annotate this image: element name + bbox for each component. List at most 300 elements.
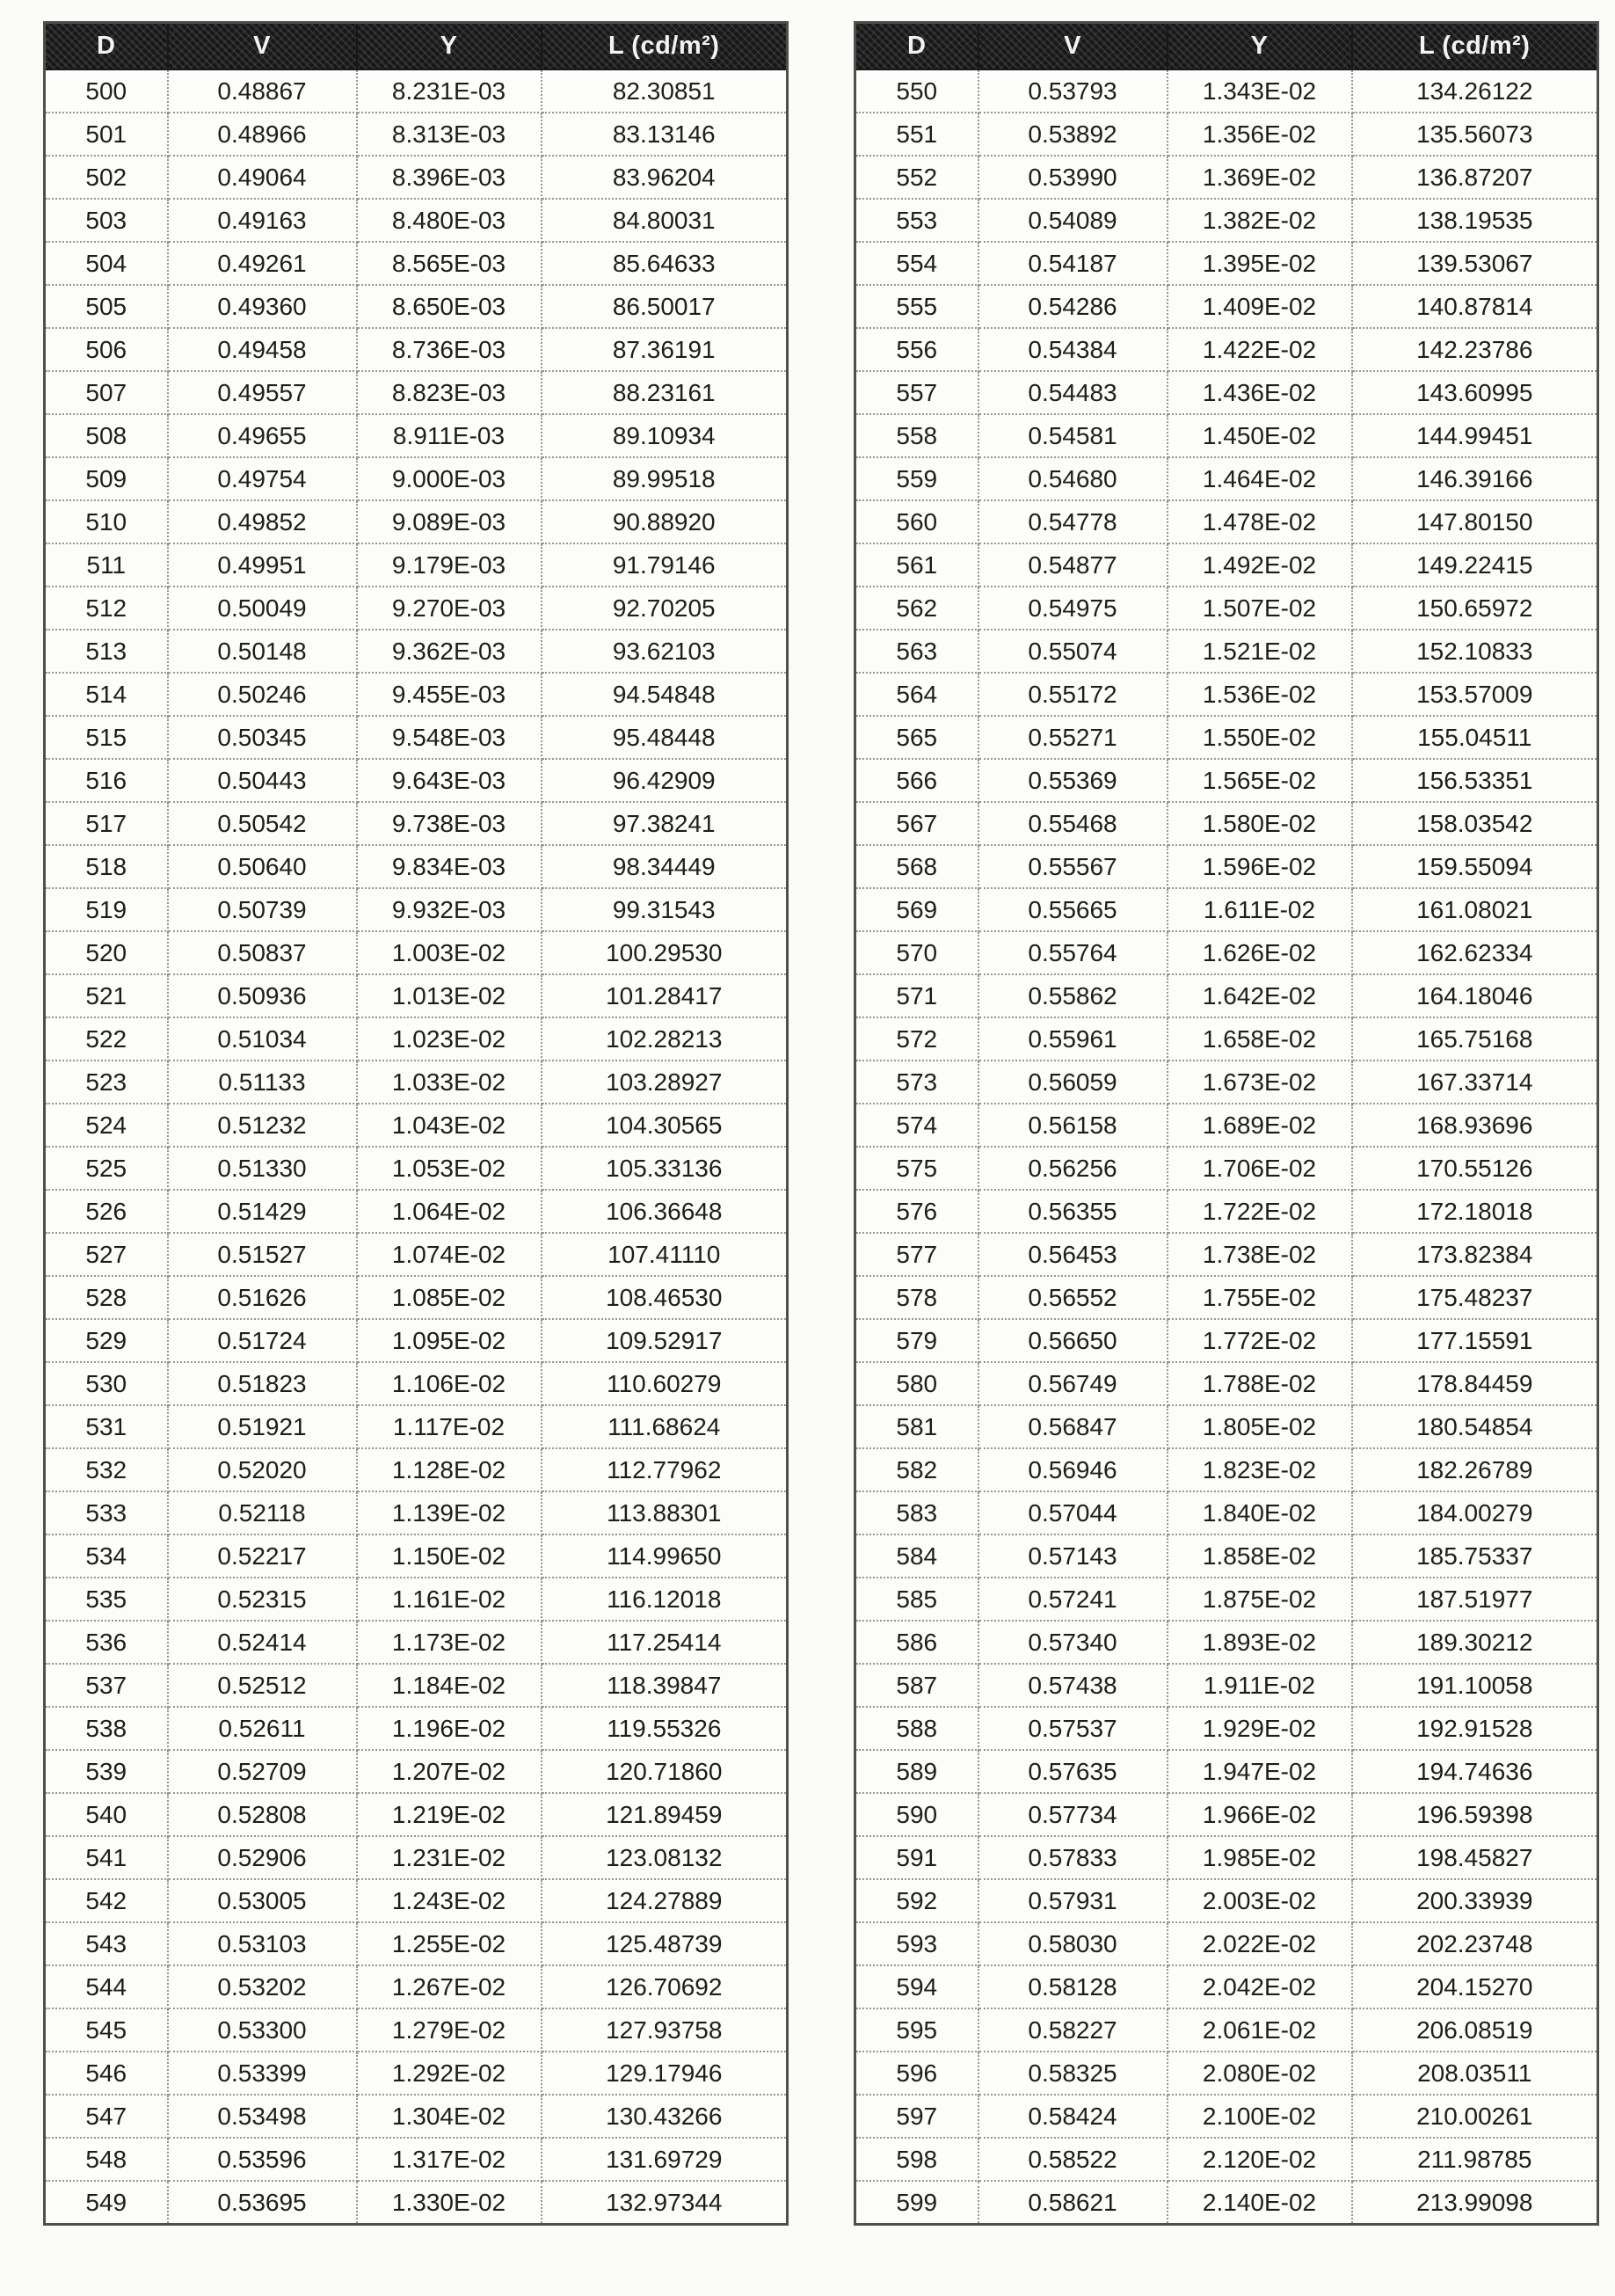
table-row	[45, 1664, 788, 1707]
table-cell: 1.840E-02	[1168, 1491, 1352, 1534]
table-row	[855, 199, 1598, 242]
table-row	[855, 845, 1598, 888]
table-cell: 0.49951	[168, 543, 357, 587]
table-row	[855, 2052, 1598, 2095]
table-row	[855, 1621, 1598, 1664]
table-cell: 0.56355	[978, 1190, 1168, 1233]
table-cell: 86.50017	[542, 285, 788, 328]
table-cell: 527	[45, 1233, 168, 1276]
table-cell: 508	[45, 414, 168, 457]
table-row	[45, 2181, 788, 2225]
table-row	[45, 1319, 788, 1362]
table-cell: 1.304E-02	[357, 2095, 542, 2138]
table-cell: 9.089E-03	[357, 500, 542, 543]
table-cell: 1.064E-02	[357, 1190, 542, 1233]
table-cell: 106.36648	[542, 1190, 788, 1233]
table-cell: 577	[855, 1233, 978, 1276]
table-cell: 562	[855, 587, 978, 630]
table-row	[855, 1578, 1598, 1621]
table-cell: 0.57340	[978, 1621, 1168, 1664]
table-cell: 97.38241	[542, 802, 788, 845]
table-row	[45, 1276, 788, 1319]
table-cell: 0.55172	[978, 673, 1168, 716]
table-row	[45, 457, 788, 500]
table-cell: 118.39847	[542, 1664, 788, 1707]
table-row	[855, 2008, 1598, 2052]
table-cell: 0.58325	[978, 2052, 1168, 2095]
table-cell: 510	[45, 500, 168, 543]
table-cell: 533	[45, 1491, 168, 1534]
table-cell: 1.536E-02	[1168, 673, 1352, 716]
table-cell: 500	[45, 69, 168, 113]
table-row	[855, 1405, 1598, 1448]
table-cell: 2.061E-02	[1168, 2008, 1352, 2052]
table-cell: 1.788E-02	[1168, 1362, 1352, 1405]
table-cell: 1.492E-02	[1168, 543, 1352, 587]
table-cell: 1.947E-02	[1168, 1750, 1352, 1793]
table-cell: 0.56946	[978, 1448, 1168, 1491]
table-cell: 9.000E-03	[357, 457, 542, 500]
table-cell: 598	[855, 2138, 978, 2181]
table-cell: 2.022E-02	[1168, 1922, 1352, 1965]
table-row	[45, 113, 788, 156]
table-cell: 563	[855, 630, 978, 673]
table-cell: 514	[45, 673, 168, 716]
table-cell: 135.56073	[1352, 113, 1598, 156]
table-cell: 175.48237	[1352, 1276, 1598, 1319]
table-row	[855, 1965, 1598, 2008]
table-cell: 559	[855, 457, 978, 500]
table-cell: 84.80031	[542, 199, 788, 242]
table-cell: 8.480E-03	[357, 199, 542, 242]
table-cell: 599	[855, 2181, 978, 2225]
table-cell: 132.97344	[542, 2181, 788, 2225]
table-cell: 208.03511	[1352, 2052, 1598, 2095]
table-row	[855, 2138, 1598, 2181]
table-cell: 127.93758	[542, 2008, 788, 2052]
table-cell: 198.45827	[1352, 1836, 1598, 1879]
table-cell: 8.911E-03	[357, 414, 542, 457]
table-cell: 538	[45, 1707, 168, 1750]
table-cell: 551	[855, 113, 978, 156]
table-row	[855, 113, 1598, 156]
table-cell: 570	[855, 931, 978, 974]
table-cell: 0.57931	[978, 1879, 1168, 1922]
table-cell: 571	[855, 974, 978, 1017]
table-cell: 1.422E-02	[1168, 328, 1352, 371]
table-row	[855, 1061, 1598, 1104]
table-cell: 0.50837	[168, 931, 357, 974]
table-cell: 566	[855, 759, 978, 802]
table-cell: 595	[855, 2008, 978, 2052]
table-cell: 0.55665	[978, 888, 1168, 931]
table-cell: 529	[45, 1319, 168, 1362]
table-cell: 1.279E-02	[357, 2008, 542, 2052]
table-cell: 512	[45, 587, 168, 630]
table-cell: 550	[855, 69, 978, 113]
table-cell: 173.82384	[1352, 1233, 1598, 1276]
table-row	[855, 630, 1598, 673]
table-cell: 0.58424	[978, 2095, 1168, 2138]
table-cell: 123.08132	[542, 1836, 788, 1879]
table-cell: 0.52414	[168, 1621, 357, 1664]
table-cell: 0.55862	[978, 974, 1168, 1017]
table-cell: 1.003E-02	[357, 931, 542, 974]
table-cell: 0.52020	[168, 1448, 357, 1491]
table-cell: 544	[45, 1965, 168, 2008]
table-row	[855, 69, 1598, 113]
table-row	[45, 1147, 788, 1190]
table-cell: 0.50246	[168, 673, 357, 716]
table-row	[855, 974, 1598, 1017]
table-cell: 1.658E-02	[1168, 1017, 1352, 1061]
table-cell: 568	[855, 845, 978, 888]
table-row	[45, 1017, 788, 1061]
table-cell: 140.87814	[1352, 285, 1598, 328]
table-cell: 1.450E-02	[1168, 414, 1352, 457]
table-cell: 0.54975	[978, 587, 1168, 630]
table-cell: 8.823E-03	[357, 371, 542, 414]
table-cell: 0.55074	[978, 630, 1168, 673]
table-cell: 0.54286	[978, 285, 1168, 328]
table-cell: 1.267E-02	[357, 1965, 542, 2008]
table-cell: 9.643E-03	[357, 759, 542, 802]
table-cell: 537	[45, 1664, 168, 1707]
table-cell: 0.54089	[978, 199, 1168, 242]
table-cell: 9.548E-03	[357, 716, 542, 759]
table-cell: 85.64633	[542, 242, 788, 285]
table-cell: 0.51034	[168, 1017, 357, 1061]
table-cell: 1.207E-02	[357, 1750, 542, 1793]
table-cell: 501	[45, 113, 168, 156]
table-row	[45, 716, 788, 759]
table-cell: 113.88301	[542, 1491, 788, 1534]
table-cell: 0.56552	[978, 1276, 1168, 1319]
table-row	[45, 328, 788, 371]
column-header: L (cd/m²)	[542, 23, 788, 70]
table-cell: 516	[45, 759, 168, 802]
table-cell: 0.56453	[978, 1233, 1168, 1276]
table-cell: 1.436E-02	[1168, 371, 1352, 414]
table-cell: 194.74636	[1352, 1750, 1598, 1793]
table-cell: 0.57044	[978, 1491, 1168, 1534]
table-row	[855, 1276, 1598, 1319]
table-cell: 202.23748	[1352, 1922, 1598, 1965]
column-header: D	[855, 23, 978, 70]
table-cell: 9.455E-03	[357, 673, 542, 716]
table-cell: 1.023E-02	[357, 1017, 542, 1061]
table-cell: 1.317E-02	[357, 2138, 542, 2181]
table-cell: 594	[855, 1965, 978, 2008]
table-cell: 93.62103	[542, 630, 788, 673]
table-row	[45, 1793, 788, 1836]
table-cell: 9.738E-03	[357, 802, 542, 845]
table-row	[855, 888, 1598, 931]
table-row	[45, 2052, 788, 2095]
table-cell: 8.313E-03	[357, 113, 542, 156]
table-row	[855, 1879, 1598, 1922]
table-cell: 1.738E-02	[1168, 1233, 1352, 1276]
table-cell: 144.99451	[1352, 414, 1598, 457]
table-cell: 0.57635	[978, 1750, 1168, 1793]
table-cell: 0.49261	[168, 242, 357, 285]
table-cell: 1.043E-02	[357, 1104, 542, 1147]
table-cell: 98.34449	[542, 845, 788, 888]
table-cell: 1.139E-02	[357, 1491, 542, 1534]
table-cell: 532	[45, 1448, 168, 1491]
table-cell: 8.650E-03	[357, 285, 542, 328]
table-cell: 0.49754	[168, 457, 357, 500]
table-row	[855, 1750, 1598, 1793]
table-cell: 0.53399	[168, 2052, 357, 2095]
table-cell: 0.54680	[978, 457, 1168, 500]
table-cell: 100.29530	[542, 931, 788, 974]
table-cell: 1.596E-02	[1168, 845, 1352, 888]
table-cell: 0.55567	[978, 845, 1168, 888]
table-row	[45, 974, 788, 1017]
table-cell: 1.053E-02	[357, 1147, 542, 1190]
table-cell: 210.00261	[1352, 2095, 1598, 2138]
table-cell: 511	[45, 543, 168, 587]
table-cell: 0.52709	[168, 1750, 357, 1793]
table-cell: 1.985E-02	[1168, 1836, 1352, 1879]
table-cell: 554	[855, 242, 978, 285]
table-cell: 565	[855, 716, 978, 759]
table-cell: 0.58227	[978, 2008, 1168, 2052]
table-cell: 0.49360	[168, 285, 357, 328]
table-cell: 8.231E-03	[357, 69, 542, 113]
table-cell: 548	[45, 2138, 168, 2181]
table-row	[45, 285, 788, 328]
table-cell: 0.53892	[978, 113, 1168, 156]
table-row	[45, 2095, 788, 2138]
table-cell: 139.53067	[1352, 242, 1598, 285]
table-row	[45, 156, 788, 199]
table-cell: 0.53300	[168, 2008, 357, 2052]
table-cell: 1.550E-02	[1168, 716, 1352, 759]
table-cell: 95.48448	[542, 716, 788, 759]
table-cell: 0.51921	[168, 1405, 357, 1448]
table-cell: 0.57241	[978, 1578, 1168, 1621]
table-cell: 0.53103	[168, 1922, 357, 1965]
table-row	[45, 199, 788, 242]
table-row	[45, 1362, 788, 1405]
table-cell: 119.55326	[542, 1707, 788, 1750]
table-cell: 502	[45, 156, 168, 199]
table-cell: 0.57734	[978, 1793, 1168, 1836]
table-cell: 136.87207	[1352, 156, 1598, 199]
table-cell: 104.30565	[542, 1104, 788, 1147]
table-cell: 541	[45, 1836, 168, 1879]
table-row	[45, 931, 788, 974]
table-cell: 1.033E-02	[357, 1061, 542, 1104]
table-cell: 0.50443	[168, 759, 357, 802]
table-cell: 0.49852	[168, 500, 357, 543]
table-cell: 147.80150	[1352, 500, 1598, 543]
table-cell: 1.565E-02	[1168, 759, 1352, 802]
table-cell: 0.52217	[168, 1534, 357, 1578]
table-cell: 0.54384	[978, 328, 1168, 371]
table-cell: 578	[855, 1276, 978, 1319]
table-cell: 0.50049	[168, 587, 357, 630]
table-row	[45, 1879, 788, 1922]
table-row	[855, 1017, 1598, 1061]
table-cell: 0.54778	[978, 500, 1168, 543]
table-cell: 2.042E-02	[1168, 1965, 1352, 2008]
table-row	[45, 2138, 788, 2181]
table-cell: 0.56650	[978, 1319, 1168, 1362]
table-cell: 105.33136	[542, 1147, 788, 1190]
table-cell: 1.409E-02	[1168, 285, 1352, 328]
table-cell: 89.10934	[542, 414, 788, 457]
table-cell: 0.52906	[168, 1836, 357, 1879]
table-row	[855, 1836, 1598, 1879]
table-cell: 146.39166	[1352, 457, 1598, 500]
table-row	[45, 1578, 788, 1621]
table-row	[855, 457, 1598, 500]
table-cell: 0.48966	[168, 113, 357, 156]
table-row	[45, 1621, 788, 1664]
table-cell: 587	[855, 1664, 978, 1707]
table-row	[45, 1707, 788, 1750]
table-cell: 589	[855, 1750, 978, 1793]
table-cell: 1.085E-02	[357, 1276, 542, 1319]
table-cell: 0.53596	[168, 2138, 357, 2181]
table-cell: 592	[855, 1879, 978, 1922]
table-row	[855, 1707, 1598, 1750]
table-cell: 564	[855, 673, 978, 716]
table-cell: 1.231E-02	[357, 1836, 542, 1879]
table-cell: 583	[855, 1491, 978, 1534]
table-cell: 597	[855, 2095, 978, 2138]
table-cell: 540	[45, 1793, 168, 1836]
table-cell: 0.49655	[168, 414, 357, 457]
table-cell: 117.25414	[542, 1621, 788, 1664]
table-cell: 1.255E-02	[357, 1922, 542, 1965]
table-cell: 558	[855, 414, 978, 457]
table-cell: 573	[855, 1061, 978, 1104]
table-cell: 1.106E-02	[357, 1362, 542, 1405]
table-row	[855, 1448, 1598, 1491]
table-cell: 522	[45, 1017, 168, 1061]
table-cell: 1.823E-02	[1168, 1448, 1352, 1491]
table-cell: 109.52917	[542, 1319, 788, 1362]
table-cell: 1.673E-02	[1168, 1061, 1352, 1104]
table-cell: 549	[45, 2181, 168, 2225]
table-cell: 9.932E-03	[357, 888, 542, 931]
table-cell: 143.60995	[1352, 371, 1598, 414]
table-cell: 0.56749	[978, 1362, 1168, 1405]
header-row	[45, 23, 788, 70]
table-cell: 1.611E-02	[1168, 888, 1352, 931]
table-row	[45, 2008, 788, 2052]
table-cell: 196.59398	[1352, 1793, 1598, 1836]
table-cell: 192.91528	[1352, 1707, 1598, 1750]
table-cell: 535	[45, 1578, 168, 1621]
table-cell: 584	[855, 1534, 978, 1578]
table-cell: 0.53202	[168, 1965, 357, 2008]
table-cell: 2.140E-02	[1168, 2181, 1352, 2225]
table-cell: 1.626E-02	[1168, 931, 1352, 974]
table-cell: 0.55271	[978, 716, 1168, 759]
table-cell: 0.53990	[978, 156, 1168, 199]
table-row	[45, 543, 788, 587]
table-cell: 2.080E-02	[1168, 2052, 1352, 2095]
table-cell: 0.55764	[978, 931, 1168, 974]
table-row	[45, 802, 788, 845]
table-cell: 0.56256	[978, 1147, 1168, 1190]
table-cell: 0.51823	[168, 1362, 357, 1405]
table-cell: 591	[855, 1836, 978, 1879]
table-cell: 0.50542	[168, 802, 357, 845]
table-row	[45, 1233, 788, 1276]
table-cell: 1.706E-02	[1168, 1147, 1352, 1190]
table-cell: 0.50148	[168, 630, 357, 673]
table-cell: 553	[855, 199, 978, 242]
table-cell: 2.003E-02	[1168, 1879, 1352, 1922]
table-cell: 126.70692	[542, 1965, 788, 2008]
table-cell: 1.243E-02	[357, 1879, 542, 1922]
table-cell: 560	[855, 500, 978, 543]
table-cell: 0.51527	[168, 1233, 357, 1276]
table-cell: 503	[45, 199, 168, 242]
table-cell: 1.478E-02	[1168, 500, 1352, 543]
table-cell: 505	[45, 285, 168, 328]
table-cell: 572	[855, 1017, 978, 1061]
table-cell: 543	[45, 1922, 168, 1965]
table-cell: 526	[45, 1190, 168, 1233]
table-cell: 590	[855, 1793, 978, 1836]
table-row	[45, 630, 788, 673]
table-cell: 1.772E-02	[1168, 1319, 1352, 1362]
table-cell: 111.68624	[542, 1405, 788, 1448]
table-cell: 513	[45, 630, 168, 673]
table-cell: 0.54483	[978, 371, 1168, 414]
table-cell: 1.173E-02	[357, 1621, 542, 1664]
table-row	[45, 414, 788, 457]
table-cell: 125.48739	[542, 1922, 788, 1965]
table-row	[45, 1061, 788, 1104]
table-cell: 1.966E-02	[1168, 1793, 1352, 1836]
table-cell: 1.464E-02	[1168, 457, 1352, 500]
table-row	[855, 2181, 1598, 2225]
table-row	[855, 587, 1598, 630]
table-cell: 1.292E-02	[357, 2052, 542, 2095]
table-cell: 0.50640	[168, 845, 357, 888]
table-cell: 509	[45, 457, 168, 500]
table-cell: 1.382E-02	[1168, 199, 1352, 242]
table-row	[45, 1104, 788, 1147]
table-row	[855, 2095, 1598, 2138]
table-cell: 534	[45, 1534, 168, 1578]
table-row	[855, 1922, 1598, 1965]
table-cell: 1.184E-02	[357, 1664, 542, 1707]
table-cell: 91.79146	[542, 543, 788, 587]
table-row	[45, 1190, 788, 1233]
table-cell: 0.55369	[978, 759, 1168, 802]
column-header: V	[168, 23, 357, 70]
table-cell: 555	[855, 285, 978, 328]
table-cell: 588	[855, 1707, 978, 1750]
table-cell: 110.60279	[542, 1362, 788, 1405]
table-cell: 593	[855, 1922, 978, 1965]
table-row	[855, 543, 1598, 587]
table-row	[855, 759, 1598, 802]
table-cell: 9.179E-03	[357, 543, 542, 587]
table-cell: 0.53793	[978, 69, 1168, 113]
table-cell: 138.19535	[1352, 199, 1598, 242]
table-row	[855, 285, 1598, 328]
